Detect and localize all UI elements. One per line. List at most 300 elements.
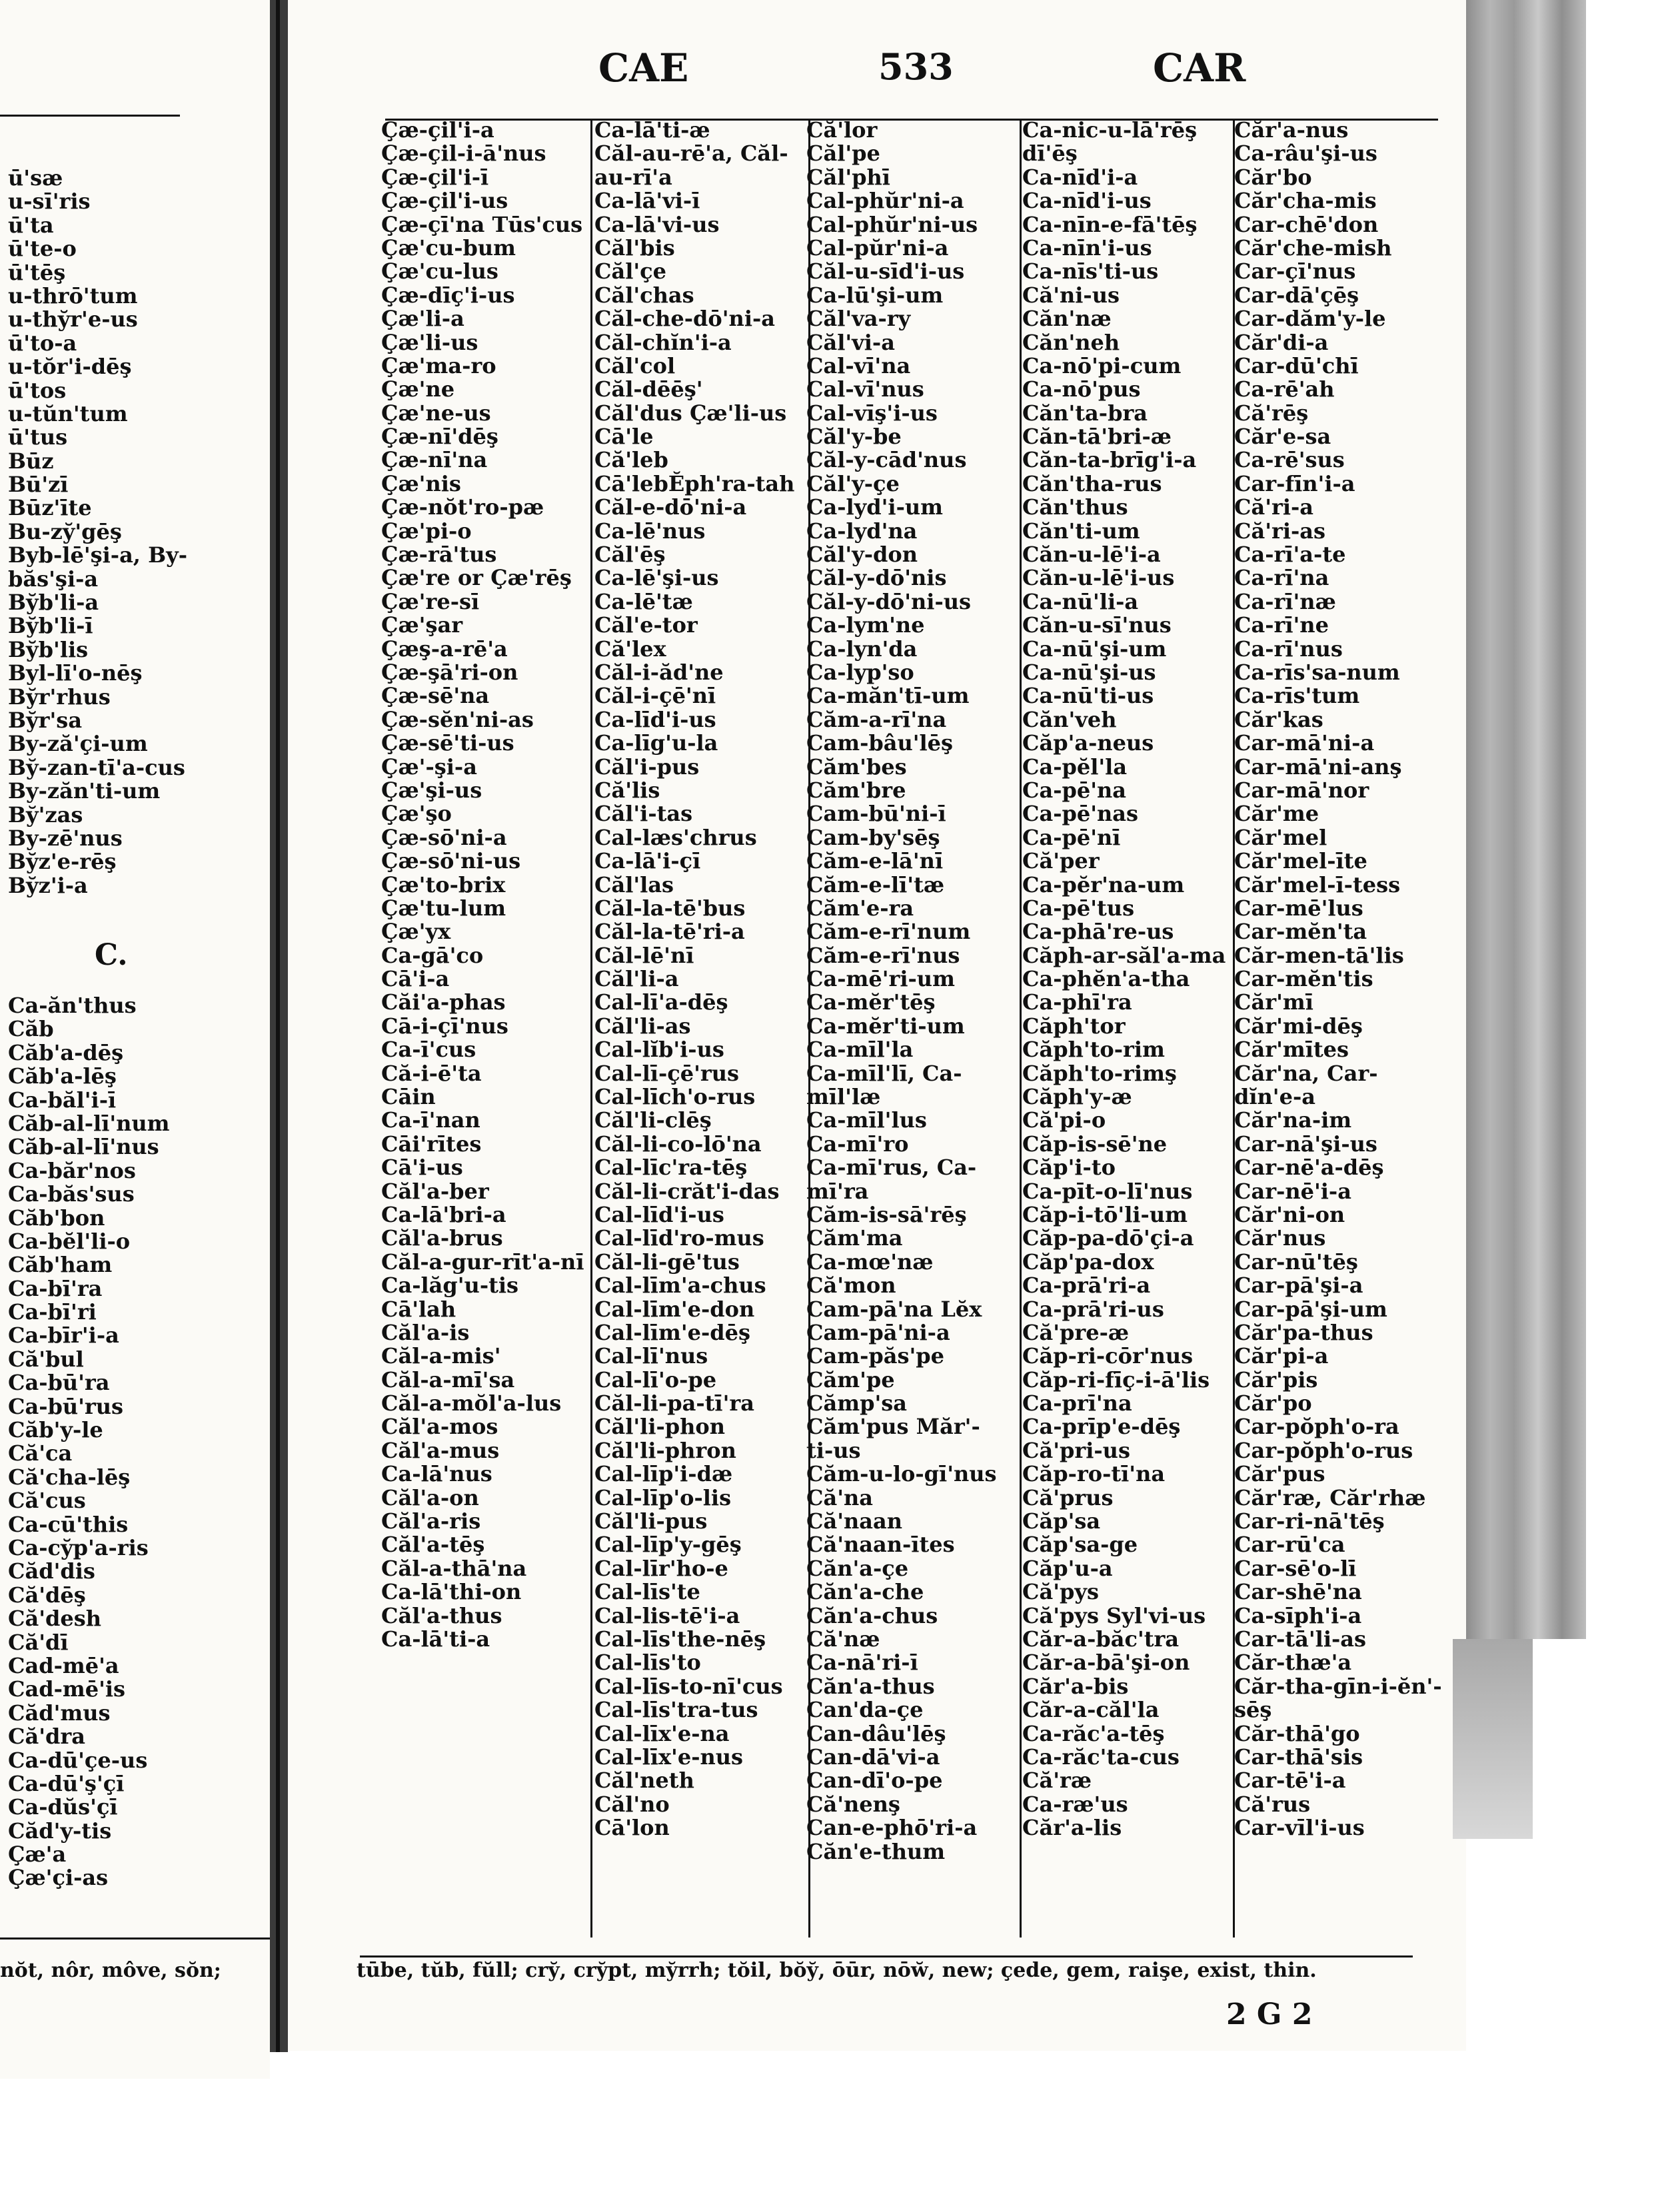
entry: Ca-lē'nus [594,518,706,544]
entry: Çæ-çil'i-ī [381,164,489,190]
entry: Căl'y-çe [806,470,900,496]
entry-column-4 [1022,119,1226,1840]
entry: By̆-zan-tī'a-cus [8,754,185,780]
entry: Căp-pa-dō'çi-a [1022,1225,1194,1251]
entry: Ca-nō'pi-cum [1022,352,1182,378]
entry: Căl'e-tor [594,612,698,638]
entry: Căm'bes [806,754,907,780]
entry: Căn'a-che [806,1579,924,1605]
entry: Că'dēş [8,1582,86,1608]
entry: Căm'ma [806,1225,903,1251]
entry: Căr'mi-dēş [1234,1013,1363,1039]
entry: Cā'lebĔph'ra-tah [594,470,795,496]
entry: Că'ræ [1022,1768,1092,1794]
page-edge [1466,0,1586,1639]
entry: Çæ-sē'na [381,683,490,709]
entry: Căph'to-rimş [1022,1060,1177,1086]
entry: Ca-pē'na [1022,777,1127,803]
entry: Car-mā'nor [1234,777,1369,803]
entry: Ca-ī'cus [381,1037,476,1063]
entry: Căn'veh [1022,706,1117,732]
entry: Ca-lā'bri-a [381,1201,506,1227]
entry: Bū'zī [8,472,69,498]
entry: Cal-līs'the-nēş [594,1626,766,1652]
entry-column-2 [594,119,794,1840]
entry: Căl'pe [806,141,880,167]
entry: Căr'cha-mis [1234,188,1377,214]
entry: Căr'pus [1234,1461,1325,1487]
entry: Căl'li-a [594,966,679,992]
entry: Căl-che-dō'ni-a [594,306,775,332]
entry: Căl-lē'nī [594,942,694,968]
entry: Căl-chĭn'i-a [594,329,732,355]
entry: Căr'mel [1234,824,1327,850]
entry: Çæ-nī'dēş [381,424,498,450]
entry: Căr'kas [1234,706,1323,732]
entry: Căn'næ [1022,306,1112,332]
entry: Căp'pa-dox [1022,1249,1154,1275]
entry: ti-us [806,1437,861,1463]
entry: Că'bul [8,1346,84,1372]
entry: Çæ'ma-ro [381,352,496,378]
entry: Cāin [381,1084,436,1110]
entry: Cā-i-çī'nus [381,1013,508,1039]
entry: Căr'pis [1234,1367,1318,1392]
column-divider [590,119,592,1937]
entry: Ca-lyd'na [806,518,918,544]
entry: Căb'bon [8,1205,105,1231]
entry: Căl-i-çē'nī [594,683,716,709]
entry: Ca-mĕr'ti-um [806,1013,965,1039]
entry: Ca-lym'ne [806,612,925,638]
entry: Căr'di-a [1234,329,1329,355]
left-page [0,0,270,2079]
entry: Căr'mel-ī-tess [1234,871,1401,897]
entry: Ca-mī'rus, Ca- [806,1155,977,1181]
entry: Cal-līm'e-dēş [594,1319,750,1345]
entry: Căn-u-lē'i-us [1022,565,1175,591]
entry: ū'te-o [8,236,77,262]
entry: By̆r'rhus [8,684,111,710]
running-head-left: CAE [598,45,689,91]
entry: Căl-y-cād'nus [806,447,967,473]
entry: Căm'pus Măr'- [806,1414,980,1440]
entry: Căn'ti-um [1022,518,1140,544]
entry: Car-thā'sis [1234,1744,1363,1770]
entry: Çæ-sĕn'ni-as [381,706,534,732]
entry: Căl'phī [806,164,890,190]
entry: Ca-nīd'i-a [1022,164,1138,190]
entry: sēş [1234,1697,1272,1723]
entry: Căr'nus [1234,1225,1326,1251]
entry: Că'lex [594,636,666,662]
entry: Ca-băs'sus [8,1181,135,1207]
entry: Çæ'şar [381,612,463,638]
entry: Car-sē'o-lī [1234,1555,1357,1581]
entry: By̆z'i-a [8,872,88,898]
entry: Că'pys [1022,1579,1099,1605]
entry: Căn'a-chus [806,1602,938,1628]
entry: By̆z'e-rēş [8,849,117,875]
footer-rule [360,1955,1413,1957]
entry: Căp'i-to [1022,1155,1116,1181]
entry-column-5 [1234,119,1442,1840]
entry: Că'prus [1022,1484,1114,1510]
entry: Cam-bâu'lēş [806,730,954,756]
entry: By-ză'çi-um [8,731,148,757]
entry: Can-dā'vi-a [806,1744,940,1770]
entry: Car-tē'i-a [1234,1768,1346,1794]
entry: ū'tus [8,424,68,450]
entry: Ca-mœ'næ [806,1249,934,1275]
entry: Căn-u-lē'i-a [1022,542,1161,568]
entry: Cal-līx'e-na [594,1720,730,1746]
entry: Cal-pŭr'ni-a [806,235,949,261]
entry: Cam-păs'pe [806,1343,944,1369]
entry: Ca-lā'i-çī [594,848,701,874]
column-divider [1020,119,1022,1937]
entry: Ca-nū'şi-um [1022,636,1167,662]
entry: Ca-cū'this [8,1511,129,1537]
entry: Căr-tha-gīn-i-ĕn'- [1234,1673,1442,1699]
entry: Cal-līd'ro-mus [594,1225,764,1251]
entry: Car-pā'şi-a [1234,1273,1363,1299]
entry: Cal-lī'nus [594,1343,708,1369]
entry: Căl'a-mos [381,1414,498,1440]
entry: Çæ'li-a [381,306,464,332]
entry: Căl-e-dō'ni-a [594,494,747,520]
entry: Căl-y-dō'ni-us [806,588,972,614]
entry: Ca-pĕr'na-um [1022,871,1185,897]
entry: Că'rēş [1234,400,1309,426]
entry: Ca-sīph'i-a [1234,1602,1362,1628]
entry: Çæ-çil'i-us [381,188,508,214]
entry: Cal-līm'a-chus [594,1273,766,1299]
entry: Căm-u-lo-gī'nus [806,1461,997,1487]
entry: Căl'i-pus [594,754,700,780]
entry: Car-çī'nus [1234,259,1356,284]
entry: Căl'va-ry [806,306,911,332]
entry: Can'da-çe [806,1697,924,1723]
entry: Că'næ [806,1626,880,1652]
entry: Căm'pe [806,1367,895,1392]
entry: Cal-līc'ra-tēş [594,1155,748,1181]
entry: Cal-līp'o-lis [594,1484,732,1510]
entry: Ca-lā'nus [381,1461,492,1487]
entry: Cal-lĭb'i-us [594,1037,724,1063]
entry: Ca-dū'çe-us [8,1747,148,1773]
entry: Ca-rīs'sa-num [1234,659,1400,685]
entry: Ca-phā're-us [1022,919,1174,945]
entry: Căl-dēēş' [594,376,703,402]
entry: Căp'sa-ge [1022,1532,1138,1558]
entry: Çæ-rā'tus [381,542,497,568]
entry: Çæ'cu-lus [381,259,498,284]
entry: Căl'a-ris [381,1508,481,1534]
entry: Căl'chas [594,282,694,308]
entry: Ca-măn'tī-um [806,683,970,709]
entry: Căr'ræ, Căr'rhæ [1234,1484,1426,1510]
entry: Căl'vi-a [806,329,895,355]
entry: Căn'tha-rus [1022,470,1162,496]
entry: Căp'sa [1022,1508,1101,1534]
entry: Ca-rē'ah [1234,376,1335,402]
entry: Çæ-nŏt'ro-pæ [381,494,544,520]
entry: Căr'na, Car- [1234,1060,1378,1086]
entry: Că'cus [8,1488,86,1514]
entry: Çæ'şi-us [381,777,482,803]
entry: Căb'a-dēş [8,1039,124,1065]
entry: u-tŏr'i-dēş [8,354,132,380]
entry: Căr'pi-a [1234,1343,1329,1369]
entry: Būz [8,448,54,474]
entry: Ca-răc'a-tēş [1022,1720,1165,1746]
entry: Că'naan-ītes [806,1532,955,1558]
entry: Cad-mē'is [8,1676,126,1702]
entry: Că'pre-æ [1022,1319,1130,1345]
entry: Çæ'nis [381,470,461,496]
entry: Ca-ăn'thus [8,993,137,1018]
left-entries-top [8,167,187,897]
entry: Car-nā'şi-us [1234,1131,1377,1157]
entry: Car-mā'ni-anş [1234,754,1402,780]
entry: Ca-lā'vi-us [594,211,720,237]
entry: Ca-nīs'ti-us [1022,259,1159,284]
entry: Ca-prīp'e-dēş [1022,1414,1181,1440]
entry: Căn-ta-brīg'i-a [1022,447,1197,473]
entry: Căd'dis [8,1558,95,1584]
entry: Ca-nā'ri-ī [806,1650,918,1676]
entry: Ca-lyp'so [806,659,914,685]
entry: Căm-e-rī'num [806,919,971,945]
entry: Car-dăm'y-le [1234,306,1386,332]
entry: Căr'mel-īte [1234,848,1367,874]
entry: Căn'a-çe [806,1555,909,1581]
entry: Cal-līs'te [594,1579,700,1605]
entry: Ca-nū'şi-us [1022,659,1156,685]
entry: Ca-rī'nus [1234,636,1343,662]
entry: u-thy̆r'e-us [8,306,138,332]
entry: Cal-līch'o-rus [594,1084,756,1110]
entry: Căl'li-phron [594,1437,736,1463]
entry: ū'to-a [8,330,77,356]
entry: Ca-nic-u-lā'rēş [1022,117,1198,143]
entry: Car-shē'na [1234,1579,1362,1605]
entry: Căl-a-mis' [381,1343,501,1369]
entry: Că'ri-a [1234,494,1314,520]
entry: Căl-la-tē'bus [594,895,746,921]
entry: Ca-prā'ri-us [1022,1296,1164,1322]
entry: Căl'li-pus [594,1508,708,1534]
left-entries-c [8,994,170,1890]
entry: Ca-rīs'tum [1234,683,1360,709]
entry: Bu-zy̆'gēş [8,518,122,544]
entry: Car-pā'şi-um [1234,1296,1387,1322]
entry: Căd'y-tis [8,1818,112,1844]
entry: Ca-līg'u-la [594,730,718,756]
entry: Çæ'li-us [381,329,478,355]
entry: Că'desh [8,1606,102,1632]
entry: mī'ra [806,1178,869,1204]
entry: Ca-lā'thi-on [381,1579,522,1605]
entry: Cam-bū'ni-ī [806,801,946,827]
entry: Că'dra [8,1724,85,1750]
entry: Căp-ri-cōr'nus [1022,1343,1194,1369]
entry: Căn'e-thum [806,1838,946,1864]
entry: Căm'bre [806,777,906,803]
entry: Çæ'yx [381,919,451,945]
entry: Ca-rī'ne [1234,612,1329,638]
entry: Car-mē'lus [1234,895,1363,921]
entry: Căm'e-ra [806,895,914,921]
entry: Căph'tor [1022,1013,1126,1039]
entry: Căr'mītes [1234,1037,1349,1063]
entry: Căph-ar-săl'a-ma [1022,942,1226,968]
entry: Ca-lyd'i-um [806,494,943,520]
entry: Car-nē'a-dēş [1234,1155,1384,1181]
entry: Cal-lī'o-pe [594,1367,717,1392]
entry: Căl'li-clēş [594,1107,712,1133]
entry: Că'ni-us [1022,282,1120,308]
entry: dī'ēş [1022,141,1078,167]
entry: Căl'y-don [806,542,918,568]
entry: Cal-līs'tra-tus [594,1697,758,1723]
entry: Căm-e-rī'nus [806,942,960,968]
entry: Căr-thæ'a [1234,1650,1352,1676]
entry: Byb-lē'şi-a, By- [8,542,187,568]
entry: ū'tēş [8,259,66,285]
entry: Căr'me [1234,801,1319,827]
entry: Cal-līp'i-dæ [594,1461,733,1487]
entry: Ca-dū'ş'çī [8,1770,125,1796]
entry: Car-dā'çēş [1234,282,1359,308]
entry: Căl'las [594,871,674,897]
entry: Ca-rī'a-te [1234,542,1346,568]
entry: Că'mon [806,1273,896,1299]
entry: Căr'mī [1234,989,1313,1015]
entry: Car-ri-nā'tēş [1234,1508,1385,1534]
entry-column-1 [381,119,584,1651]
entry: Ca-līd'i-us [594,706,716,732]
entry: Ca-nīn-e-fā'tēş [1022,211,1198,237]
entry: Cad-mē'a [8,1652,119,1678]
entry: Cal-lī'a-dēş [594,989,728,1015]
entry: Căl'a-mus [381,1437,500,1463]
entry: Ca-pīt-o-lī'nus [1022,1178,1193,1204]
entry: Ca-prā'ri-a [1022,1273,1151,1299]
entry: Căl'a-tēş [381,1532,485,1558]
entry: Çæ'a [8,1842,67,1868]
entry: Căl'a-is [381,1319,470,1345]
entry: Ca-gā'co [381,942,484,968]
entry: Căr-a-căl'la [1022,1697,1160,1723]
entry: Că'lor [806,117,878,143]
entry: Car-pŏph'o-rus [1234,1437,1413,1463]
entry: Căr'a-lis [1022,1815,1122,1841]
entry: Căl'a-on [381,1484,479,1510]
entry: Căl'çe [594,259,666,284]
entry: Ca-băr'nos [8,1157,136,1183]
entry: Ca-phĕn'a-tha [1022,966,1190,992]
entry: Că'pi-o [1022,1107,1106,1133]
entry: Car-mĕn'tis [1234,966,1373,992]
entry: Căp-ro-tī'na [1022,1461,1166,1487]
entry: Căl'ēş [594,542,666,568]
entry: Cal-līx'e-nus [594,1744,744,1770]
entry: Cal-vī'nus [806,376,924,402]
entry: Căn'thus [1022,494,1128,520]
entry: mīl'læ [806,1084,881,1110]
entry: By-zăn'ti-um [8,778,161,804]
entry: Căd'mus [8,1700,111,1726]
entry: Că'lis [594,777,660,803]
entry: Căi'a-phas [381,989,506,1015]
entry: Căl-li-gē'tus [594,1249,740,1275]
entry: Ca-cy̆p'a-ris [8,1534,149,1560]
entry: Car-fīn'i-a [1234,470,1355,496]
entry: Ca-ī'nan [381,1107,480,1133]
entry: Ca-bĕl'li-o [8,1228,131,1254]
entry: Ca-pē'nas [1022,801,1139,827]
entry: dĭn'e-a [1234,1084,1315,1110]
entry: Căp-is-sē'ne [1022,1131,1168,1157]
entry: Căm-e-lā'nī [806,848,944,874]
entry: Ca-mīl'lus [806,1107,927,1133]
entry: Ca-bī'ra [8,1275,103,1301]
entry: Căp-ri-fīç-i-ā'lis [1022,1367,1210,1392]
entry: Căl-a-mŏl'a-lus [381,1390,562,1416]
entry: Ca-răc'ta-cus [1022,1744,1180,1770]
entry: Cal-lis-tē'i-a [594,1602,740,1628]
entry: ū'tos [8,377,67,403]
entry: Căl'a-brus [381,1225,503,1251]
entry: Ca-pē'nī [1022,824,1121,850]
entry: Çæ-şā'ri-on [381,659,518,685]
entry: By̆b'li-a [8,590,99,616]
entry: au-rī'a [594,164,672,190]
entry: Căl'i-tas [594,801,693,827]
entry: Căl-li-pa-tī'ra [594,1390,754,1416]
entry: Çæ'ne [381,376,455,402]
entry: Ca-lē'şi-us [594,565,719,591]
entry: Cal-vīş'i-us [806,400,938,426]
entry: Ca-nīd'i-us [1022,188,1152,214]
entry: Çæ-sō'ni-a [381,824,507,850]
entry: Çæ'ne-us [381,400,491,426]
entry: Căl-y-dō'nis [806,565,947,591]
entry: Cal-vī'na [806,352,911,378]
section-letter: C. [95,938,128,972]
entry: Cal-lī-çē'rus [594,1060,740,1086]
entry: Cal-līr'ho-e [594,1555,728,1581]
entry: Căl'no [594,1791,670,1817]
entry: Cā'le [594,424,654,450]
entry: Căl'dus Çæ'li-us [594,400,787,426]
entry: Căl-au-rē'a, Căl- [594,141,788,167]
entry: Că'rus [1234,1791,1311,1817]
entry: Că'na [806,1484,873,1510]
entry: Çæ'to-brix [381,871,506,897]
entry: Cal-līm'e-don [594,1296,755,1322]
entry: Că'per [1022,848,1100,874]
entry: Çæ're or Çæ'rēş [381,565,572,591]
entry: u-tŭn'tum [8,400,128,426]
entry: Çæ-çil'i-a [381,117,494,143]
entry: Car-mā'ni-a [1234,730,1375,756]
entry: By-zē'nus [8,825,123,851]
entry: Ca-mīl'la [806,1037,914,1063]
entry: Că'pri-us [1022,1437,1130,1463]
